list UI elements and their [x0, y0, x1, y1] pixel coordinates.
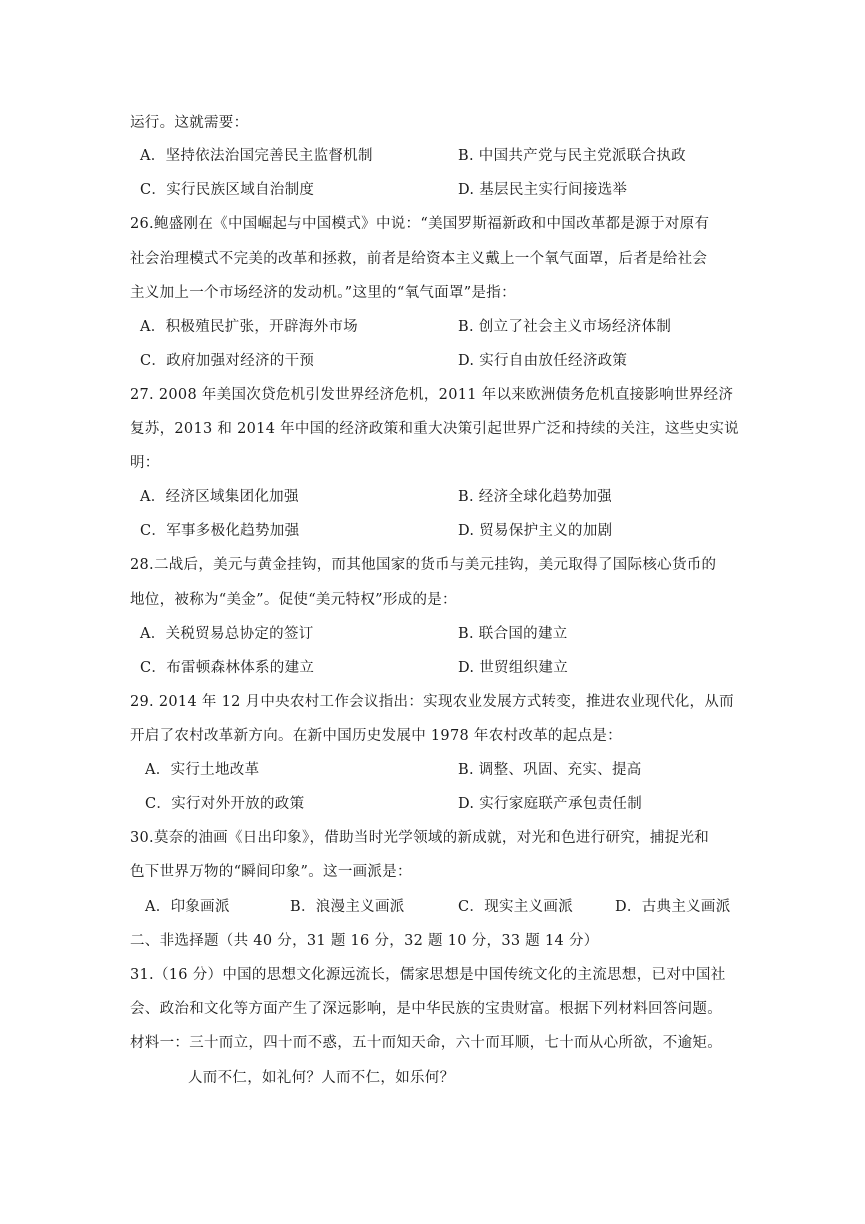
q31-material-1-line-1: 材料一：三十而立，四十而不惑，五十而知天命，六十而耳顺，七十而从心所欲，不逾矩。	[130, 1035, 722, 1051]
q30-option-b: B．浪漫主义画派	[290, 899, 405, 915]
q28-stem-line-1: 28.二战后，美元与黄金挂钩，而其他国家的货币与美元挂钩，美元取得了国际核心货币的	[130, 557, 717, 573]
q30-option-a: A．印象画派	[145, 899, 230, 915]
q28-option-d: D. 世贸组织建立	[458, 660, 569, 676]
q29-option-a: A．实行土地改革	[145, 762, 260, 778]
q27-stem-line-1: 27. 2008 年美国次贷危机引发世界经济危机，2011 年以来欧洲债务危机直接影响世界经济	[130, 387, 734, 403]
q27-stem-line-3: 明：	[130, 455, 160, 471]
q30-option-d: D．古典主义画派	[615, 899, 731, 915]
q31-stem-line-1: 31.（16 分）中国的思想文化源远流长，儒家思想是中国传统文化的主流思想，已对中国社	[130, 967, 726, 983]
q28-option-c: C．布雷顿森林体系的建立	[140, 660, 315, 676]
q27-stem-line-2: 复苏，2013 和 2014 年中国的经济政策和重大决策引起世界广泛和持续的关注，这些史实说	[130, 421, 739, 437]
q28-option-b: B. 联合国的建立	[458, 626, 568, 642]
q29-option-c: C．实行对外开放的政策	[145, 796, 305, 812]
section-2-heading: 二、非选择题（共 40 分，31 题 16 分，32 题 10 分，33 题 14 分）	[130, 933, 599, 949]
q29-stem-line-1: 29. 2014 年 12 月中央农村工作会议指出：实现农业发展方式转变，推进农业现代化，从而	[130, 694, 734, 710]
q29-stem-line-2: 开启了农村改革新方向。在新中国历史发展中 1978 年农村改革的起点是：	[130, 728, 622, 744]
q27-option-c: C．军事多极化趋势加强	[140, 523, 300, 539]
q31-material-1-line-2: 人而不仁，如礼何？人而不仁，如乐何？	[188, 1070, 455, 1086]
q31-stem-line-2: 会、政治和文化等方面产生了深远影响，是中华民族的宝贵财富。根据下列材料回答问题。	[130, 1001, 722, 1017]
q26-option-c: C．政府加强对经济的干预	[140, 353, 315, 369]
q25-option-b: B. 中国共产党与民主党派联合执政	[458, 148, 686, 164]
q30-stem-line-2: 色下世界万物的“瞬间印象”。这一画派是：	[130, 864, 412, 880]
q26-option-a: A．积极殖民扩张，开辟海外市场	[140, 319, 358, 335]
q25-option-a: A．坚持依法治国完善民主监督机制	[140, 148, 373, 164]
q30-stem-line-1: 30.莫奈的油画《日出印象》，借助当时光学领域的新成就，对光和色进行研究，捕捉光和	[130, 830, 710, 846]
q28-option-a: A．关税贸易总协定的签订	[140, 626, 314, 642]
q26-option-b: B. 创立了社会主义市场经济体制	[458, 319, 672, 335]
q30-option-c: C．现实主义画派	[458, 899, 573, 915]
q29-option-d: D. 实行家庭联产承包责任制	[458, 796, 643, 812]
q27-option-d: D. 贸易保护主义的加剧	[458, 523, 613, 539]
q26-stem-line-2: 社会治理模式不完美的改革和拯救，前者是给资本主义戴上一个氧气面罩，后者是给社会	[130, 251, 708, 267]
q25-option-d: D. 基层民主实行间接选举	[458, 182, 628, 198]
prev-question-tail: 运行。这就需要：	[130, 115, 249, 131]
q26-option-d: D. 实行自由放任经济政策	[458, 353, 628, 369]
q27-option-a: A．经济区域集团化加强	[140, 489, 299, 505]
q26-stem-line-1: 26.鲍盛刚在《中国崛起与中国模式》中说：“美国罗斯福新政和中国改革都是源于对原有	[130, 216, 710, 232]
q29-option-b: B. 调整、巩固、充实、提高	[458, 762, 642, 778]
q27-option-b: B. 经济全球化趋势加强	[458, 489, 612, 505]
q25-option-c: C．实行民族区域自治制度	[140, 182, 315, 198]
q26-stem-line-3: 主义加上一个市场经济的发动机。”这里的“氧气面罩”是指：	[130, 285, 516, 301]
q28-stem-line-2: 地位，被称为“美金”。促使“美元特权”形成的是：	[130, 592, 457, 608]
